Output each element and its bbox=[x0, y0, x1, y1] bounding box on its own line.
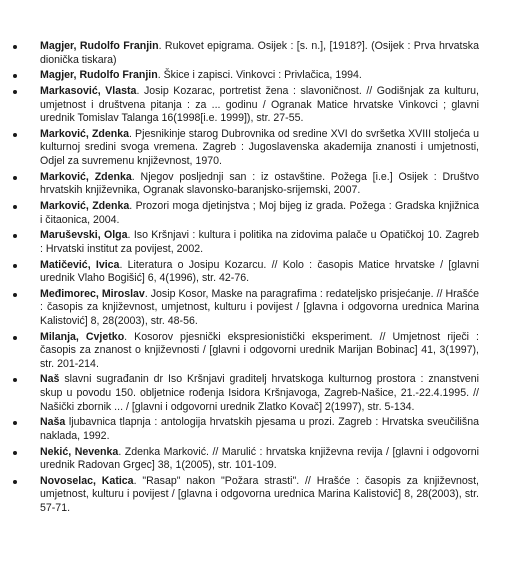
entry-text: . Kosorov pjesnički ekspresionistički eksperiment. // Umjetnost riječi : časopis za znanost o književnosti / [glavni i odgovorni urednik Marijan Bobinac] 41, 3(1997), str. 201-214. bbox=[40, 330, 479, 370]
bullet-icon bbox=[13, 264, 17, 268]
bibliography-entry bbox=[0, 288, 525, 329]
bullet-icon bbox=[13, 45, 17, 49]
bullet-icon bbox=[13, 133, 17, 137]
entry-author: Međimorec, Miroslav bbox=[40, 287, 145, 300]
bullet-icon bbox=[13, 480, 17, 484]
entry-author: Maruševski, Olga bbox=[40, 229, 128, 242]
entry-author: Magjer, Rudolfo Franjin bbox=[40, 40, 159, 52]
bibliography-entry bbox=[0, 171, 525, 198]
bullet-icon bbox=[13, 378, 17, 382]
entry-text: . Josip Kozarac, portretist žena : slavoničnost. // Godišnjak za kulturu, umjetnost i društvena pitanja : za ... godinu / Ogranak Matice hrvatske Vinkovci ; glavni urednik Tomislav Talanga 16(1998[i.e. 1999]), str. 27-55. bbox=[40, 85, 480, 125]
entry-text: . Pjesnikinje starog Dubrovnika od sredine XVI do svršetka XVIII stoljeća u kulturnoj sredini svoga vremena. Zagreb : Jugoslavenska akademija znanosti i umjetnosti, Odjel za suvremenu književnost, 1970. bbox=[40, 127, 479, 167]
entry-text: . Škice i zapisci. Vinkovci : Privlačica, 1994. bbox=[157, 69, 362, 82]
entry-text: . Njegov posljednji san : iz ostavštine. Požega [i.e.] Osijek : Društvo hrvatskih književnika, Ogranak slavonsko-baranjsko-srijemski, 2007. bbox=[40, 170, 479, 197]
bibliography-list bbox=[0, 40, 525, 518]
bullet-icon bbox=[13, 74, 17, 78]
bibliography-entry bbox=[0, 40, 525, 67]
entry-author: Nekić, Nevenka bbox=[40, 445, 119, 458]
entry-text: . Prozori moga djetinjstva ; Moj bijeg iz grada. Požega : Gradska knjižnica i čitaonica, 2004. bbox=[40, 199, 479, 226]
bullet-icon bbox=[13, 336, 17, 340]
bullet-icon bbox=[13, 421, 17, 425]
entry-text: . Zdenka Marković. // Marulić : hrvatska književna revija / [glavni i odgovorni urednik Radovan Grgec] 38, 1(2005), str. 101-109. bbox=[40, 445, 479, 472]
bibliography-entry bbox=[0, 259, 525, 286]
entry-text: slavni sugrađanin dr Iso Kršnjavi graditelj hrvatskoga kulturnog prostora : znanstveni skup u povodu 150. obljetnice rođenja Isidora Kršnjavoga, Zagreb-Našice, 21.-22.4.1995. // Našički zbornik ... / [glavni i odgovorni urednik Zlatko Kovač] 2(1997), str. 5-134. bbox=[40, 373, 479, 413]
entry-text: . Rukovet epigrama. Osijek : [s. n.], [1918?]. (Osijek : Prva hrvatska dionička tiskara) bbox=[40, 40, 479, 66]
bullet-icon bbox=[13, 205, 17, 209]
bibliography-entry bbox=[0, 475, 525, 516]
bibliography-entry bbox=[0, 69, 525, 83]
entry-text: . Literatura o Josipu Kozarcu. // Kolo : časopis Matice hrvatske / [glavni urednik Vlaho Bogišić] 6, 4(1996), str. 42-76. bbox=[40, 258, 479, 285]
entry-author: Naš bbox=[40, 373, 60, 386]
bibliography-entry bbox=[0, 200, 525, 227]
bibliography-entry bbox=[0, 416, 525, 443]
bibliography-entry bbox=[0, 229, 525, 256]
bibliography-entry bbox=[0, 331, 525, 372]
entry-author: Matičević, Ivica bbox=[40, 258, 120, 271]
entry-author: Naša bbox=[40, 416, 66, 429]
entry-author: Magjer, Rudolfo Franjin bbox=[40, 69, 158, 82]
entry-author: Markasović, Vlasta bbox=[40, 85, 137, 98]
entry-author: Marković, Zdenka bbox=[40, 199, 130, 212]
bullet-icon bbox=[13, 234, 17, 238]
bibliography-entry bbox=[0, 446, 525, 473]
bullet-icon bbox=[13, 90, 17, 94]
entry-text: . Iso Kršnjavi : kultura i politika na zidovima palače u Opatičkoj 10. Zagreb : Hrvatski institut za povijest, 2002. bbox=[40, 229, 479, 255]
entry-author: Marković, Zdenka bbox=[40, 170, 132, 183]
bibliography-entry bbox=[0, 85, 525, 126]
bullet-icon bbox=[13, 293, 17, 297]
bullet-icon bbox=[13, 176, 17, 180]
entry-text: . Josip Kosor, Maske na paragrafima : redateljsko prisjećanje. // Hrašće : časopis za književnost, umjetnost, kulturu i povijest / [glavna i odgovorna urednica Marina Kalistović] 8, 28(2003), str. 48-56. bbox=[40, 287, 479, 327]
entry-author: Novoselac, Katica bbox=[40, 474, 134, 487]
entry-author: Milanja, Cvjetko bbox=[40, 330, 125, 343]
entry-text: . "Rasap" nakon "Požara strasti". // Hrašće : časopis za književnost, umjetnost, kulturu i povijest / [glavna i odgovorna urednica Marina Kalistović] 8, 28(2003), str. 57-71. bbox=[40, 474, 479, 514]
entry-text: ljubavnica tlapnja : antologija hrvatskih pjesama u prozi. Zagreb : Hrvatska sveučilišna naklada, 1992. bbox=[40, 416, 479, 442]
bibliography-entry bbox=[0, 128, 525, 169]
bullet-icon bbox=[13, 451, 17, 455]
bibliography-entry bbox=[0, 373, 525, 414]
entry-author: Marković, Zdenka bbox=[40, 127, 130, 140]
